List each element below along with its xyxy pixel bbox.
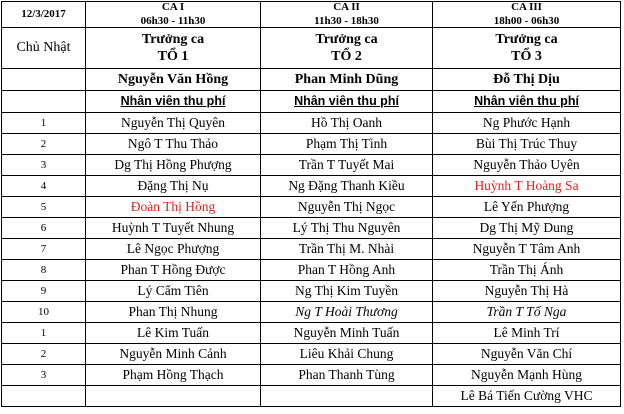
shift-3-time: 18h00 - 06h30 (493, 15, 560, 27)
row-number: 10 (2, 302, 86, 323)
shift-3-staff: Bùi Thị Trúc Thuy (433, 134, 621, 155)
shift-3-leader: Đỗ Thị Dịu (433, 69, 621, 91)
row-number (2, 386, 86, 407)
shift-2-staff-label: Nhân viên thu phí (261, 91, 433, 113)
row-number: 8 (2, 260, 86, 281)
shift-3-header (433, 2, 621, 28)
table-row (2, 197, 621, 218)
empty-cell (2, 69, 86, 91)
shift-1-header (86, 2, 261, 28)
shift-2-time: 11h30 - 18h30 (314, 15, 379, 27)
shift-3-staff: Lê Minh Trí (433, 323, 621, 344)
shift-3-name: CA III (511, 1, 542, 13)
empty-cell (2, 91, 86, 113)
table-row (2, 365, 621, 386)
team-row (2, 28, 621, 69)
shift-1-team-name: TỔ 1 (157, 48, 189, 64)
table-row (2, 323, 621, 344)
shift-3-staff-italic: Trần T Tố Nga (433, 302, 621, 323)
shift-1-staff: Lê Kim Tuấn (86, 323, 261, 344)
table-row (2, 113, 621, 134)
shift-2-staff: Trần T Tuyết Mai (261, 155, 433, 176)
shift-1-staff: Phạm Hồng Thạch (86, 365, 261, 386)
shift-1-team (86, 28, 261, 69)
schedule-day: Chủ Nhật (2, 28, 86, 69)
shift-1-name: CA I (161, 1, 185, 13)
shift-2-staff (261, 386, 433, 407)
shift-2-team (261, 28, 433, 69)
row-number: 9 (2, 281, 86, 302)
shift-1-staff: Lê Ngọc Phượng (86, 239, 261, 260)
row-number: 7 (2, 239, 86, 260)
shift-3-team-name: TỔ 3 (511, 48, 542, 64)
shift-2-staff: Liêu Khải Chung (261, 344, 433, 365)
shift-1-staff: Phan Thị Nhung (86, 302, 261, 323)
shift-1-staff: Dg Thị Hồng Phượng (86, 155, 261, 176)
shift-3-staff: Lê Yến Phượng (433, 197, 621, 218)
shift-1-time: 06h30 - 11h30 (140, 15, 206, 27)
table-row (2, 155, 621, 176)
shift-2-staff: Nguyễn Minh Tuấn (261, 323, 433, 344)
shift-2-staff: Ng Thị Kim Tuyền (261, 281, 433, 302)
shift-2-staff: Nguyễn Thị Ngọc (261, 197, 433, 218)
shift-3-staff: Dg Thị Mỹ Dung (433, 218, 621, 239)
shift-1-staff: Phan T Hồng Được (86, 260, 261, 281)
shift-2-header (261, 2, 433, 28)
shift-header-row (2, 2, 621, 28)
row-number: 5 (2, 197, 86, 218)
table-row (2, 239, 621, 260)
row-number: 3 (2, 155, 86, 176)
shift-3-staff: Trần Thị Ánh (433, 260, 621, 281)
shift-1-staff: Đặng Thị Nụ (86, 176, 261, 197)
shift-2-leader: Phan Minh Dũng (261, 69, 433, 91)
table-row (2, 218, 621, 239)
shift-3-staff-highlighted: Huỳnh T Hoàng Sa (433, 176, 621, 197)
shift-2-team-name: TỔ 2 (331, 48, 362, 64)
shift-3-staff: Nguyễn Thị Hà (433, 281, 621, 302)
shift-2-staff: Trần Thị M. Nhài (261, 239, 433, 260)
shift-2-staff: Ng Đặng Thanh Kiều (261, 176, 433, 197)
row-number: 3 (2, 365, 86, 386)
shift-3-leader-label: Trưởng ca (495, 31, 558, 47)
shift-1-staff (86, 386, 261, 407)
shift-3-staff: Nguyễn Thảo Uyên (433, 155, 621, 176)
shift-1-staff: Nguyễn Minh Cảnh (86, 344, 261, 365)
staff-label-row (2, 91, 621, 113)
shift-3-staff: Ng Phước Hạnh (433, 113, 621, 134)
shift-2-staff: Phạm Thị Tình (261, 134, 433, 155)
table-row (2, 260, 621, 281)
table-row (2, 281, 621, 302)
shift-1-staff: Nguyễn Thị Quyên (86, 113, 261, 134)
shift-3-team (433, 28, 621, 69)
table-row (2, 176, 621, 197)
shift-schedule-table (1, 1, 621, 407)
shift-3-staff: Nguyễn T Tâm Anh (433, 239, 621, 260)
table-row (2, 386, 621, 407)
row-number: 1 (2, 323, 86, 344)
shift-3-staff: Lê Bá Tiến Cường VHC (433, 386, 621, 407)
shift-2-staff: Phan T Hồng Anh (261, 260, 433, 281)
row-number: 4 (2, 176, 86, 197)
table-row (2, 302, 621, 323)
shift-2-name: CA II (333, 1, 360, 13)
table-row (2, 344, 621, 365)
shift-1-staff: Huỳnh T Tuyết Nhung (86, 218, 261, 239)
shift-3-staff-label: Nhân viên thu phí (433, 91, 621, 113)
shift-1-staff: Ngô T Thu Thảo (86, 134, 261, 155)
schedule-date: 12/3/2017 (2, 2, 86, 28)
shift-2-leader-label: Trưởng ca (315, 31, 378, 47)
row-number: 2 (2, 134, 86, 155)
shift-2-staff-italic: Ng T Hoài Thương (261, 302, 433, 323)
shift-2-staff: Hồ Thị Oanh (261, 113, 433, 134)
shift-1-leader: Nguyễn Văn Hồng (86, 69, 261, 91)
shift-1-staff-label: Nhân viên thu phí (86, 91, 261, 113)
table-row (2, 134, 621, 155)
shift-2-staff: Lý Thị Thu Nguyên (261, 218, 433, 239)
shift-1-staff-highlighted: Đoàn Thị Hồng (86, 197, 261, 218)
shift-3-staff: Nguyễn Mạnh Hùng (433, 365, 621, 386)
row-number: 2 (2, 344, 86, 365)
shift-1-staff: Lý Cẩm Tiên (86, 281, 261, 302)
row-number: 6 (2, 218, 86, 239)
shift-1-leader-label: Trưởng ca (141, 31, 205, 47)
shift-3-staff: Nguyễn Văn Chí (433, 344, 621, 365)
shift-2-staff: Phan Thanh Tùng (261, 365, 433, 386)
leader-row (2, 69, 621, 91)
row-number: 1 (2, 113, 86, 134)
